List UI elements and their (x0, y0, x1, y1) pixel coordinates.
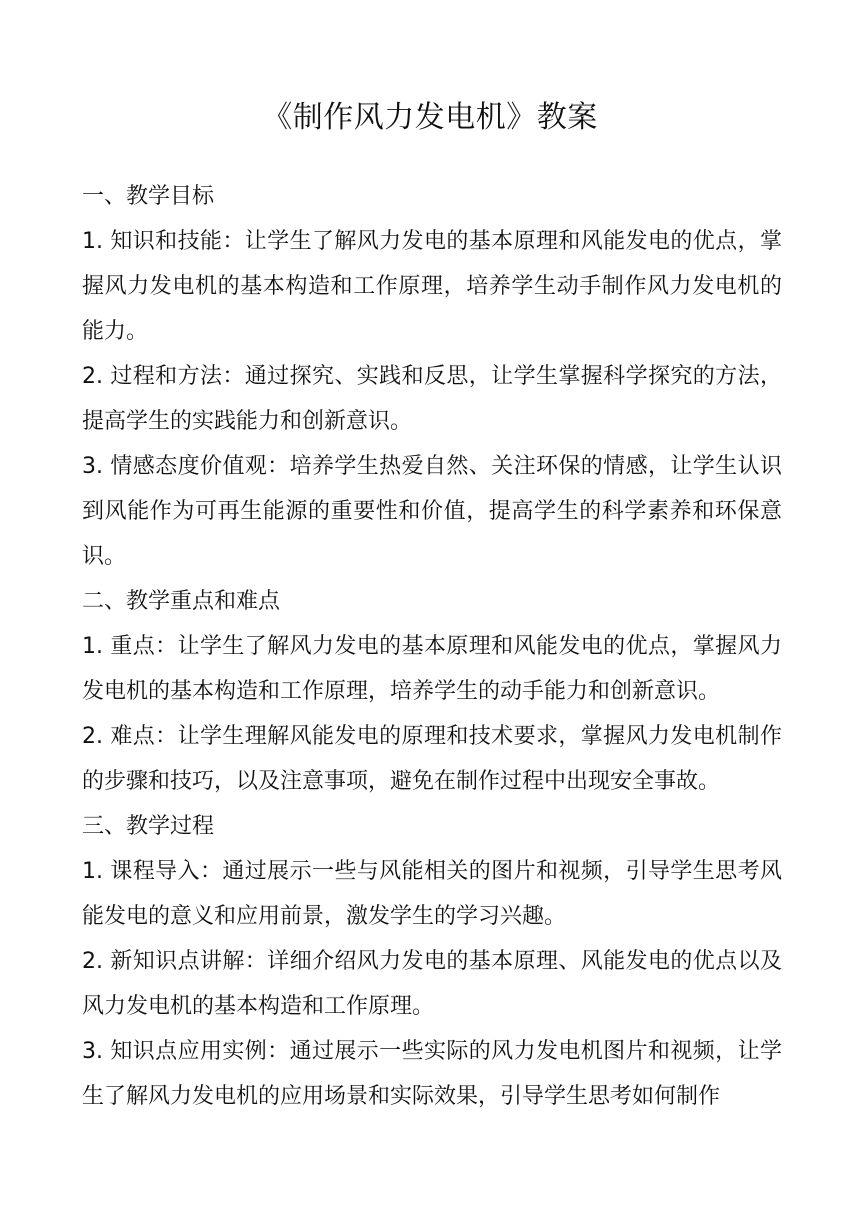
objective-item-values: 3. 情感态度价值观：培养学生热爱自然、关注环保的情感，让学生认识到风能作为可再生能源的重要性和价值，提高学生的科学素养和环保意识。 (82, 454, 782, 569)
objective-item-knowledge: 1. 知识和技能：让学生了解风力发电的基本原理和风能发电的优点，掌握风力发电机的基本构造和工作原理，培养学生动手制作风力发电机的能力。 (82, 229, 782, 344)
document-title: 《制作风力发电机》教案 (262, 100, 598, 135)
section-heading-objectives: 一、教学目标 (82, 184, 215, 209)
objective-item-process: 2. 过程和方法：通过探究、实践和反思，让学生掌握科学探究的方法，提高学生的实践能力和创新意识。 (82, 364, 782, 434)
section-heading-process: 三、教学过程 (82, 814, 215, 839)
process-item-application: 3. 知识点应用实例：通过展示一些实际的风力发电机图片和视频，让学生了解风力发电机的应用场景和实际效果，引导学生思考如何制作 (82, 1039, 782, 1109)
section-heading-key-points: 二、教学重点和难点 (82, 589, 281, 614)
key-point-item: 1. 重点：让学生了解风力发电的基本原理和风能发电的优点，掌握风力发电机的基本构造和工作原理，培养学生的动手能力和创新意识。 (82, 634, 782, 704)
process-item-new-knowledge: 2. 新知识点讲解：详细介绍风力发电的基本原理、风能发电的优点以及风力发电机的基本构造和工作原理。 (82, 949, 782, 1019)
difficult-point-item: 2. 难点：让学生理解风能发电的原理和技术要求，掌握风力发电机制作的步骤和技巧，以及注意事项，避免在制作过程中出现安全事故。 (82, 724, 782, 794)
process-item-introduction: 1. 课程导入：通过展示一些与风能相关的图片和视频，引导学生思考风能发电的意义和应用前景，激发学生的学习兴趣。 (82, 859, 782, 929)
document-body (82, 174, 782, 1119)
